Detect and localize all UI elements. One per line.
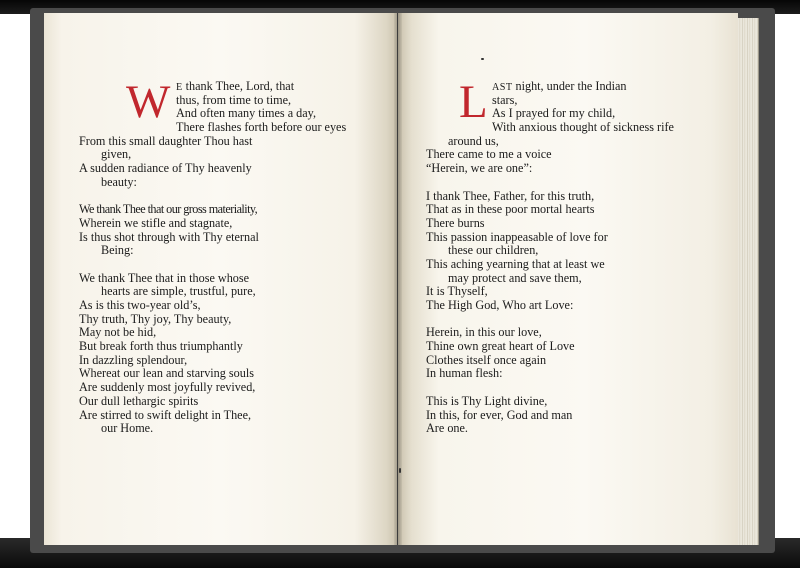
stanza-break [128, 258, 378, 272]
page-edges [738, 18, 759, 545]
poem-line: It is Thyself, [426, 284, 488, 299]
poem-line-text: thank Thee, Lord, that [182, 79, 295, 93]
poem-line: The High God, Who art Love: [426, 298, 574, 312]
left-poem [79, 76, 378, 436]
poem-line: That as in these poor mortal hearts [426, 202, 595, 217]
poem-line: our Home. [101, 421, 154, 436]
poem-line: Is thus shot through with Thy eternal [79, 229, 259, 244]
poem-line: This aching yearning that at least we [426, 256, 605, 271]
poem-line: Whereat our lean and starving souls [79, 366, 254, 381]
poem-line: beauty: [101, 174, 137, 189]
right-poem [426, 76, 699, 436]
poem-line: In this, for ever, God and man [426, 407, 573, 422]
small-caps: AST [492, 82, 513, 93]
stanza-break [459, 176, 699, 190]
poem-line: This is Thy Light divine, [426, 393, 548, 408]
poem-line: There burns [426, 215, 485, 230]
poem-line: There flashes forth before our eyes [176, 120, 347, 135]
poem-line: And often many times a day, [176, 106, 317, 121]
poem-line: In human flesh: [426, 366, 503, 381]
poem-line: From this small daughter Thou hast [79, 133, 253, 148]
poem-line: May not be hid, [79, 325, 157, 340]
poem-line: around us, [448, 133, 499, 148]
poem-line: There came to me a voice [426, 147, 552, 162]
poem-line: But break forth thus triumphantly [79, 339, 243, 354]
poem-line: As is this two-year old’s, [79, 298, 201, 312]
poem-line: Being: [101, 243, 134, 258]
poem-line: given, [101, 147, 132, 162]
poem-line: hearts are simple, trustful, pure, [101, 284, 256, 299]
stanza-break [459, 381, 699, 395]
stanza-break [459, 313, 699, 327]
poem-line: Are one. [426, 421, 468, 436]
poem-line: may protect and save them, [448, 270, 582, 285]
stanza-break [128, 190, 378, 204]
poem-line: Are stirred to swift delight in Thee, [79, 407, 252, 422]
poem-line: “Herein, we are one”: [426, 161, 533, 176]
poem-line: Our dull lethargic spirits [79, 393, 199, 408]
poem-line: Thy truth, Thy joy, Thy beauty, [79, 311, 232, 326]
poem-line: these our children, [448, 243, 539, 258]
poem-line: Clothes itself once again [426, 352, 547, 367]
poem-line [459, 80, 699, 94]
poem-line: I thank Thee, Father, for this truth, [426, 188, 595, 203]
poem-line: With anxious thought of sickness rife [492, 120, 674, 135]
poem-line: A sudden radiance of Thy heavenly [79, 161, 252, 176]
page-speck [399, 468, 401, 473]
drop-cap-l: L [459, 76, 488, 128]
small-caps: E [176, 82, 183, 93]
poem-line: This passion inappeasable of love for [426, 229, 608, 244]
poem-line: Wherein we stifle and stagnate, [79, 215, 233, 230]
poem-line: Are suddenly most joyfully revived, [79, 380, 256, 395]
poem-line: We thank Thee that our gross materiality, [79, 202, 258, 217]
book-gutter [394, 13, 402, 545]
poem-line: thus, from time to time, [176, 92, 292, 107]
poem-line: stars, [492, 92, 518, 107]
poem-line-text: night, under the Indian [512, 79, 627, 93]
poem-line: Thine own great heart of Love [426, 339, 575, 354]
page-speck [481, 58, 484, 60]
poem-line: We thank Thee that in those whose [79, 270, 250, 285]
drop-cap-w: W [126, 76, 171, 128]
poem-line: In dazzling splendour, [79, 352, 188, 367]
poem-line: Herein, in this our love, [426, 325, 542, 340]
poem-line: As I prayed for my child, [492, 106, 616, 121]
